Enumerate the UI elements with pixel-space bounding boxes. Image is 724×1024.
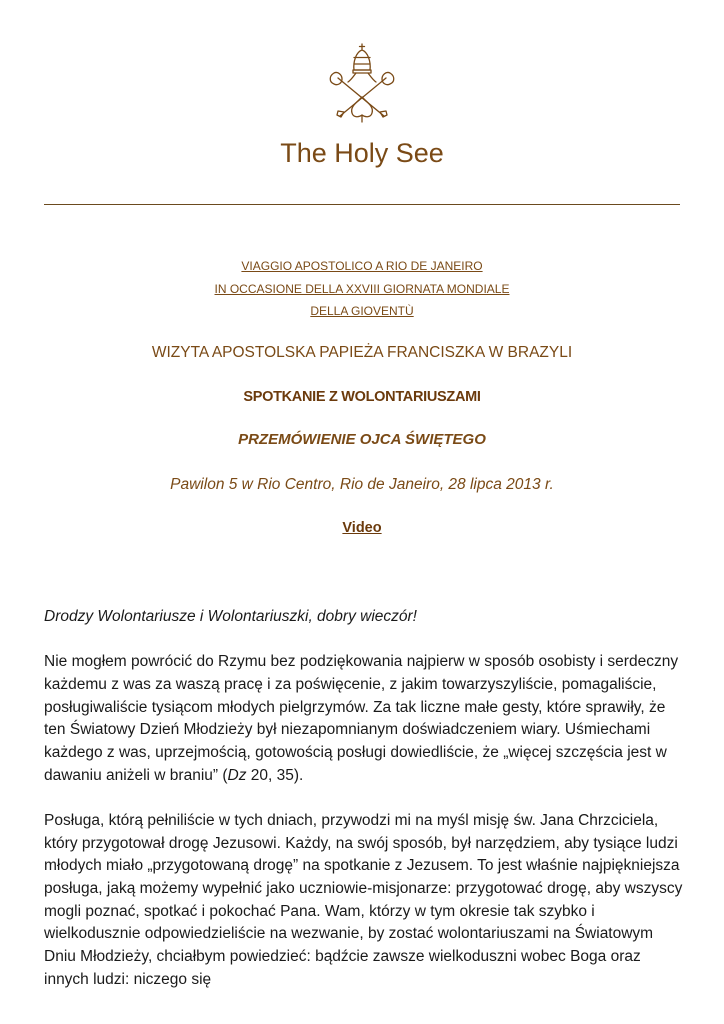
meeting-title: SPOTKANIE Z WOLONTARIUSZAMI — [243, 389, 481, 405]
trip-link-line-2[interactable]: IN OCCASIONE DELLA XXVIII GIORNATA MONDIALE — [214, 281, 510, 296]
place-and-date: Pawilon 5 w Rio Centro, Rio de Janeiro, 28 lipca 2013 r. — [170, 476, 554, 493]
trip-heading — [0, 255, 724, 323]
paragraph-2: Posługa, którą pełniliście w tych dniach, przywodzi mi na myśl misję św. Jana Chrzciciela, który przygotował drogę Jezusowi. Każdy, na swój sposób, był narzędziem, aby tysiące ludzi młodych miało „przygotowaną drogę” na spotkanie z Jezusem. To jest właśnie najpiękniejsza posługa, jaką możemy wypełnić jako uczniowie-misjonarze: przygotować drogę, aby wszyscy mogli poznać, spotkać i pokochać Pana. Wam, którzy w tym okresie tak szybko i wielkodusznie odpowiedzieliście na wezwanie, by zostać wolontariuszami na Światowym Dniu Młodzieży, chciałbym powiedzieć: bądźcie zawsze wielkoduszni wobec Boga oraz innych ludzi: niczego się — [44, 811, 683, 988]
paragraph-1-end: 20, 35). — [246, 766, 304, 784]
header-divider — [44, 204, 680, 205]
speech-body — [44, 606, 684, 1014]
scripture-reference: Dz — [227, 766, 247, 784]
video-link[interactable]: Video — [342, 520, 382, 536]
paragraph-1-text: Nie mogłem powrócić do Rzymu bez podziękowania najpierw w sposób osobisty i serdeczny każdemu z was za waszą pracę i za poświęcenie, z jakim towarzyszyliście, pomagaliście, posługiwaliście tysiącom młodych pielgrzymów. Za tak liczne małe gesty, które sprawiły, że ten Światowy Dzień Młodzieży był niezapomnianym doświadczeniem wiary. Uśmiechami każdego z was, uprzejmością, gotowością posługi dowiedliście, że „więcej szczęścia jest w dawaniu aniżeli w braniu” ( — [44, 653, 679, 784]
visit-title: WIZYTA APOSTOLSKA PAPIEŻA FRANCISZKA W BRAZYLI — [151, 344, 573, 361]
papal-coat-of-arms-icon — [318, 42, 406, 124]
speech-title: PRZEMÓWIENIE OJCA ŚWIĘTEGO — [238, 431, 486, 448]
trip-link-line-3[interactable]: DELLA GIOVENTÙ — [310, 304, 414, 318]
video-link-wrapper — [0, 520, 724, 536]
paragraph-1 — [44, 651, 684, 787]
greeting-paragraph: Drodzy Wolontariusze i Wolontariuszki, dobry wieczór! — [44, 608, 417, 625]
site-title: The Holy See — [280, 138, 444, 168]
trip-link-line-1[interactable]: VIAGGIO APOSTOLICO A RIO DE JANEIRO — [241, 259, 483, 273]
